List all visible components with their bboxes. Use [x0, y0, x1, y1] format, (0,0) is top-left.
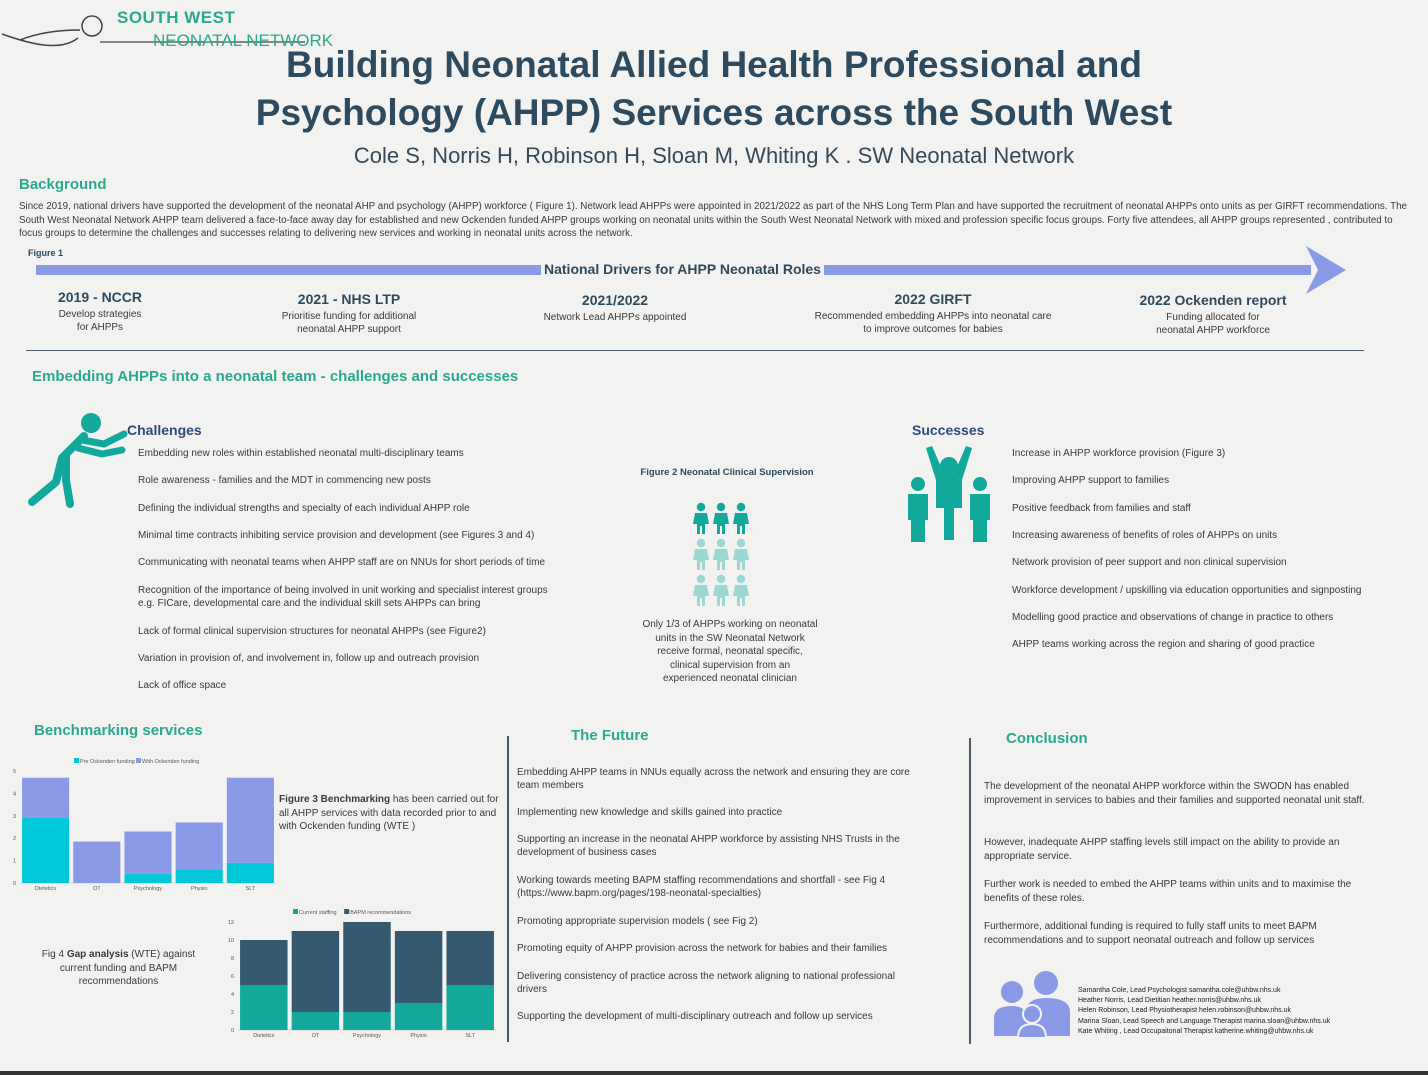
x-tick-label: Dietetics: [35, 886, 57, 892]
y-tick-label: 2: [12, 836, 16, 843]
poster-title-line2: Psychology (AHPP) Services across the South West: [255, 92, 1173, 133]
bar-segment: [73, 842, 120, 883]
bar-segment: [292, 931, 339, 1012]
figure4-caption-bold: Gap analysis: [66, 949, 129, 960]
contact-line: Samantha Cole, Lead Psychologist samantha.cole@uhbw.nhs.uk: [1078, 987, 1281, 994]
bar-segment: [22, 778, 69, 818]
contact-line: Marina Sloan, Lead Speech and Language Therapist marina.sloan@uhbw.nhs.uk: [1078, 1017, 1331, 1025]
supervision-people-icon: [690, 502, 756, 610]
challenge-item: Variation in provision of, and involvement in, follow up and outreach provision: [138, 653, 480, 664]
bar-segment: [227, 863, 274, 883]
timeline-event: [229, 291, 469, 336]
y-tick-label: 4: [12, 791, 16, 798]
legend-label: With Ockenden funding: [142, 759, 200, 765]
future-item: Supporting the development of multi-disciplinary outreach and follow up services: [517, 1011, 873, 1022]
y-tick-label: 1: [12, 858, 16, 865]
bar-segment: [446, 931, 493, 985]
timeline-event: [500, 292, 730, 324]
success-item: Increase in AHPP workforce provision (Figure 3): [1012, 448, 1226, 459]
y-tick-label: 5: [12, 769, 16, 775]
logo-line1: SOUTH WEST: [117, 8, 236, 27]
timeline-event-title: 2021 - NHS LTP: [297, 291, 401, 307]
y-tick-label: 2: [230, 1010, 234, 1016]
bar-segment: [395, 931, 442, 1003]
timeline-event-desc: Funding allocated for neonatal AHPP workforce: [1156, 312, 1270, 336]
contact-line: Helen Robinson, Lead Physiotherapist helen.robinson@uhbw.nhs.uk: [1078, 1007, 1291, 1015]
y-tick-label: 6: [230, 974, 234, 980]
y-tick-label: 10: [227, 938, 234, 944]
success-item: Increasing awareness of benefits of roles of AHPPs on units: [1012, 530, 1278, 541]
y-tick-label: 0: [230, 1028, 234, 1034]
legend-swatch: [74, 758, 79, 763]
background-heading: Background: [19, 176, 107, 193]
challenge-item: Defining the individual strengths and specialty of each individual AHPP role: [138, 503, 470, 514]
x-tick-label: SLT: [245, 886, 256, 892]
x-tick-label: OT: [311, 1033, 320, 1039]
future-item: Delivering consistency of practice across the network aligning to national professional drivers: [517, 971, 895, 995]
future-item: Implementing new knowledge and skills gained into practice: [517, 807, 783, 818]
x-tick-label: OT: [92, 886, 101, 892]
timeline-event-title: 2019 - NCCR: [57, 289, 143, 305]
figure4-caption-text: (WTE) against current funding and BAPM recommendations: [59, 949, 196, 987]
bar-segment: [22, 818, 69, 883]
authors: Cole S, Norris H, Robinson H, Sloan M, Whiting K . SW Neonatal Network: [353, 143, 1075, 168]
background-text: Since 2019, national drivers have supported the development of the neonatal AHP and psychology (AHPP) workforce ( Figure 1). Network lead AHPPs were appointed in 2021/2022 as part of the NHS Long Term Plan and have supported the recruitment of neonatal AHPPs onto units as per GIRFT recommendations. The South West Neonatal Network AHPP team delivered a face-to-face away day for established and new Ockenden funded AHPP groups working on neonatal units within the South West Neonatal Network with mixed and profession specific focus groups. Forty five attendees, all AHPP groups represented , contributed to focus groups to determine the challenges and successes relating to delivering new services and working in neonatal units across the network.: [19, 201, 1407, 239]
person-pushing-icon: [22, 410, 132, 508]
success-item: Positive feedback from families and staff: [1012, 503, 1191, 514]
future-item: Promoting equity of AHPP provision across the network for babies and their families: [517, 943, 887, 954]
figure2-caption: Only 1/3 of AHPPs working on neonatal units in the SW Neonatal Network receive formal, neonatal specific, clinical supervision from an experienced neonatal clinician: [642, 619, 818, 684]
y-tick-label: 8: [230, 956, 234, 962]
figure4-caption-prefix: Fig 4: [41, 949, 67, 960]
challenge-item: Embedding new roles within established neonatal multi-disciplinary teams: [138, 448, 464, 459]
figure4-caption: [36, 948, 201, 989]
challenge-item: Lack of office space: [138, 680, 227, 691]
bar-segment: [176, 823, 223, 870]
legend-label: BAPM recommendations: [350, 910, 412, 916]
section-divider: [26, 350, 1364, 351]
logo-line2: NEONATAL NETWORK: [153, 31, 334, 50]
timeline-event-desc: Prioritise funding for additional neonatal AHPP support: [281, 311, 417, 335]
y-tick-label: 12: [227, 920, 234, 926]
poster-title-line1: Building Neonatal Allied Health Professional and: [286, 44, 1142, 85]
contacts-list: [1078, 986, 1330, 1037]
timeline-event-desc: Develop strategies for AHPPs: [58, 309, 142, 333]
challenge-item: Communicating with neonatal teams when AHPP staff are on NNUs for short periods of time: [138, 557, 546, 568]
challenge-item: Recognition of the importance of being involved in unit working and specialist interest groups e.g. FICare, developmental care and the individual skill sets AHPPs can bring: [138, 585, 548, 609]
bar-segment: [343, 1012, 390, 1030]
legend-label: Current staffing: [299, 910, 337, 916]
x-tick-label: Psychology: [352, 1033, 382, 1039]
y-tick-label: 0: [12, 881, 16, 887]
bar-segment: [124, 831, 171, 874]
x-tick-label: SLT: [465, 1033, 476, 1039]
bar-segment: [446, 985, 493, 1030]
legend-swatch: [293, 909, 298, 914]
team-celebrating-icon: [904, 446, 994, 546]
x-tick-label: Dietetics: [253, 1033, 275, 1039]
bar-segment: [176, 870, 223, 883]
challenge-item: Lack of formal clinical supervision structures for neonatal AHPPs (see Figure2): [138, 626, 486, 637]
legend-swatch: [344, 909, 349, 914]
bar-segment: [395, 1003, 442, 1030]
future-item: Working towards meeting BAPM staffing recommendations and shortfall - see Fig 4 (https://www.bapm.org/pages/198-neonatal-specialties): [517, 875, 886, 899]
future-item: Embedding AHPP teams in NNUs equally across the network and ensuring they are core team members: [517, 767, 910, 791]
success-item: Network provision of peer support and non clinical supervision: [1012, 557, 1287, 568]
future-heading: The Future: [571, 727, 649, 744]
contact-line: Kate Whiting , Lead Occupaitonal Therapist katherine.whiting@uhbw.nhs.uk: [1078, 1027, 1314, 1035]
figure3-caption: [279, 793, 499, 834]
y-tick-label: 3: [12, 813, 16, 820]
success-item: Improving AHPP support to families: [1012, 475, 1170, 486]
challenge-item: Role awareness - families and the MDT in commencing new posts: [138, 475, 431, 486]
figure3-caption-text: has been carried out for all AHPP services with data recorded prior to and with Ockenden funding (WTE ): [279, 794, 499, 832]
legend-label: Pre Ockenden funding: [80, 759, 135, 765]
bar-segment: [343, 922, 390, 1012]
timeline-event: [0, 289, 200, 334]
figure4-gap-analysis-chart: [226, 906, 500, 1042]
contact-line: Heather Norris, Lead Dietitian heather.norris@uhbw.nhs.uk: [1078, 997, 1261, 1005]
embedding-heading: Embedding AHPPs into a neonatal team - challenges and successes: [32, 368, 519, 385]
bar-segment: [292, 1012, 339, 1030]
benchmarking-heading: Benchmarking services: [34, 722, 203, 739]
conclusion-paragraph: The development of the neonatal AHPP workforce within the SWODN has enabled improvement in services to babies and their families and supported neonatal unit staff.: [984, 781, 1365, 806]
future-item: Supporting an increase in the neonatal AHPP workforce by assisting NHS Trusts in the development of business cases: [517, 834, 900, 858]
timeline-event: [783, 291, 1083, 336]
challenges-heading: Challenges: [127, 422, 202, 438]
conclusion-heading: Conclusion: [1006, 730, 1088, 747]
bar-segment: [240, 985, 287, 1030]
column-divider: [507, 736, 509, 1042]
timeline-event-title: 2022 Ockenden report: [1139, 292, 1287, 308]
timeline-event: [1103, 292, 1323, 337]
column-divider: [969, 738, 971, 1044]
family-group-icon: [992, 968, 1074, 1038]
bar-segment: [240, 940, 287, 985]
timeline-event-desc: Recommended embedding AHPPs into neonatal care to improve outcomes for babies: [814, 311, 1052, 335]
x-tick-label: Psychology: [133, 886, 163, 892]
bar-segment: [227, 778, 274, 863]
timeline-event-desc: Network Lead AHPPs appointed: [543, 312, 687, 323]
figure3-caption-bold: Figure 3 Benchmarking: [279, 794, 391, 805]
figure3-benchmark-chart: [8, 755, 280, 895]
timeline-event-title: 2021/2022: [581, 292, 649, 308]
x-tick-label: Physio: [190, 886, 208, 892]
y-tick-label: 4: [230, 992, 234, 998]
success-item: AHPP teams working across the region and sharing of good practice: [1012, 639, 1315, 650]
success-item: Workforce development / upskilling via education opportunities and signposting: [1012, 585, 1362, 596]
conclusion-paragraph: However, inadequate AHPP staffing levels still impact on the ability to provide an appropriate service.: [984, 837, 1340, 862]
future-item: Promoting appropriate supervision models ( see Fig 2): [517, 916, 758, 927]
success-item: Modelling good practice and observations of change in practice to others: [1012, 612, 1334, 623]
successes-heading: Successes: [912, 422, 985, 438]
challenge-item: Minimal time contracts inhibiting service provision and development (see Figures 3 and 4): [138, 530, 535, 541]
legend-swatch: [136, 758, 141, 763]
timeline-arrow-label: National Drivers for AHPP Neonatal Roles: [541, 261, 824, 277]
figure2-title: Figure 2 Neonatal Clinical Supervision: [640, 467, 814, 478]
bottom-border: [0, 1071, 1428, 1075]
timeline-event-title: 2022 GIRFT: [894, 291, 972, 307]
figure1-label: Figure 1: [28, 248, 64, 258]
conclusion-paragraph: Further work is needed to embed the AHPP teams within units and to maximise the benefits of these roles.: [984, 879, 1352, 904]
bar-segment: [124, 874, 171, 883]
x-tick-label: Physio: [410, 1033, 427, 1039]
conclusion-paragraph: Furthermore, additional funding is required to fully staff units to meet BAPM recommendations and to support neonatal outreach and follow up services: [984, 921, 1317, 946]
